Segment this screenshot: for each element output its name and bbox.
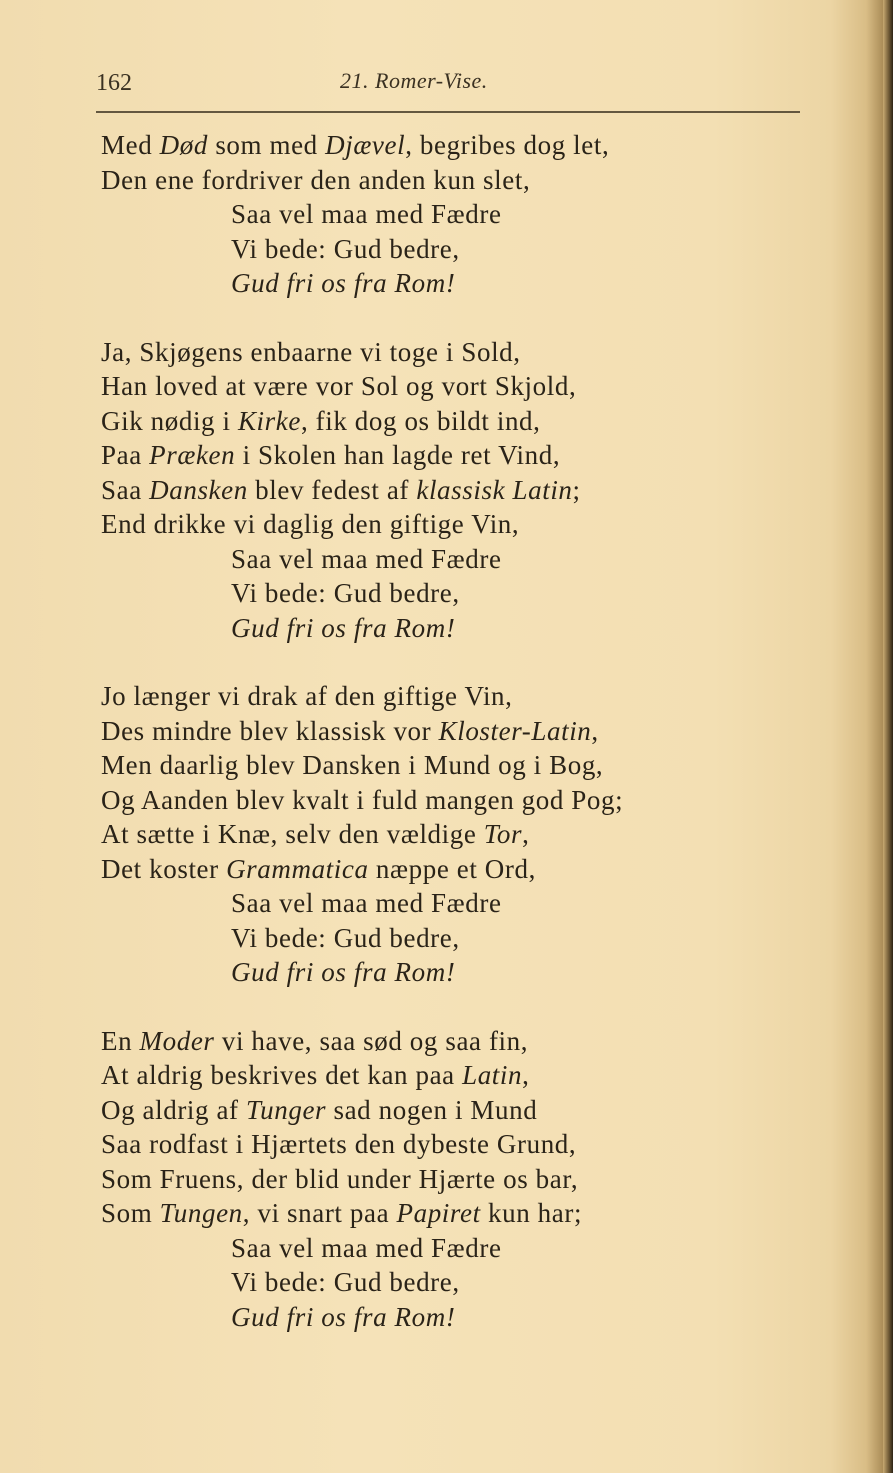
text: Som [101, 1198, 160, 1228]
text: som med [207, 130, 326, 160]
verse-line [101, 404, 861, 439]
text: Som Fruens, der blid under Hjærte os bar, [101, 1163, 579, 1194]
text: sad nogen i Mund [326, 1094, 538, 1125]
italic-text: Latin [462, 1060, 523, 1090]
text: , vi snart paa [242, 1198, 397, 1228]
verse-line [101, 783, 861, 818]
text: Saa vel maa med Fædre [231, 543, 502, 574]
text: End drikke vi daglig den giftige Vin, [101, 509, 520, 539]
verse-line [101, 335, 861, 370]
text: i Skolen han lagde ret Vind, [235, 440, 561, 470]
text: blev fedest af [247, 474, 417, 505]
refrain-line [101, 576, 861, 611]
verse-line [101, 128, 861, 163]
verse-line [101, 369, 861, 404]
refrain-line [101, 1231, 861, 1266]
italic-text: Djævel [325, 130, 406, 160]
text: næppe et Ord, [368, 853, 536, 884]
text: Jo længer vi drak af den giftige Vin, [101, 681, 513, 711]
text: Men daarlig blev Dansken i Mund og i Bog, [101, 750, 604, 780]
italic-text: Moder [139, 1025, 215, 1056]
page-number: 162 [96, 70, 132, 96]
text: Vi bede: Gud bedre, [231, 922, 460, 953]
text: Og Aanden blev kvalt i fuld mangen god Pog; [101, 784, 624, 815]
refrain-line [101, 542, 861, 577]
verse-line [101, 438, 861, 473]
stanza [101, 128, 861, 301]
text: kun har; [480, 1198, 583, 1228]
text: Saa [101, 474, 150, 505]
italic-text: Tor [483, 819, 523, 849]
italic-text: Præken [149, 440, 236, 470]
text: Den ene fordriver den anden kun slet, [101, 164, 531, 195]
text: Vi bede: Gud bedre, [231, 233, 460, 264]
verse-line [101, 852, 861, 887]
text: ; [572, 474, 581, 505]
refrain-line [101, 1265, 861, 1300]
text: At sætte i Knæ, selv den vældige [101, 819, 484, 849]
verse-line [101, 1058, 861, 1093]
text: Des mindre blev klassisk vor [101, 715, 439, 746]
italic-text: Gud fri os fra Rom! [231, 957, 456, 987]
verse-line [101, 507, 861, 542]
refrain-line [101, 886, 861, 921]
italic-text: Kirke [237, 405, 301, 436]
text: Saa vel maa med Fædre [231, 888, 502, 918]
refrain-line [101, 611, 861, 646]
verse-line [101, 163, 861, 198]
text: En [101, 1025, 140, 1056]
verse-line [101, 1093, 861, 1128]
italic-text: Dansken [149, 474, 248, 505]
italic-text: Gud fri os fra Rom! [231, 1301, 456, 1332]
italic-text: Papiret [396, 1198, 481, 1228]
stanza [101, 335, 861, 646]
verse-line [101, 817, 861, 852]
page-header [0, 0, 893, 115]
text: Saa vel maa med Fædre [231, 199, 502, 229]
verse-line [101, 473, 861, 508]
text: , [522, 1060, 530, 1090]
text: , fik dog os bildt ind, [300, 405, 541, 436]
text: , begribes dog let, [405, 130, 610, 160]
verse-line [101, 1162, 861, 1197]
italic-text: Grammatica [226, 853, 369, 884]
refrain-line [101, 921, 861, 956]
text: Med [101, 130, 160, 160]
running-title: 21. Romer-Vise. [340, 68, 488, 93]
text: Saa vel maa med Fædre [231, 1232, 502, 1263]
text: Vi bede: Gud bedre, [231, 578, 460, 608]
text: vi have, saa sød og saa fin, [214, 1025, 529, 1056]
italic-text: Kloster-Latin [438, 715, 592, 746]
text: At aldrig beskrives det kan paa [101, 1060, 463, 1090]
italic-text: klassisk Latin [416, 474, 573, 505]
header-rule [96, 111, 800, 113]
verse-line [101, 714, 861, 749]
italic-text: Tungen [159, 1198, 243, 1228]
page-edge [883, 0, 893, 1473]
verse-line [101, 1127, 861, 1162]
italic-text: Gud fri os fra Rom! [231, 612, 456, 643]
text: Gik nødig i [101, 405, 238, 436]
text: Det koster [101, 853, 227, 884]
text: , [522, 819, 530, 849]
italic-text: Død [159, 130, 208, 160]
italic-text: Gud fri os fra Rom! [231, 268, 456, 298]
refrain-line [101, 1300, 861, 1335]
refrain-line [101, 197, 861, 232]
text: Saa rodfast i Hjærtets den dybeste Grund, [101, 1129, 577, 1159]
poem-body [101, 128, 861, 1368]
refrain-line [101, 955, 861, 990]
stanza [101, 679, 861, 990]
stanza [101, 1024, 861, 1335]
text: Ja, Skjøgens enbaarne vi toge i Sold, [101, 336, 521, 367]
text: Vi bede: Gud bedre, [231, 1267, 460, 1297]
verse-line [101, 1196, 861, 1231]
verse-line [101, 679, 861, 714]
text: Han loved at være vor Sol og vort Skjold, [101, 371, 577, 401]
text: Og aldrig af [101, 1094, 247, 1125]
text: Paa [101, 440, 150, 470]
text: , [591, 715, 599, 746]
verse-line [101, 748, 861, 783]
refrain-line [101, 232, 861, 267]
italic-text: Tunger [246, 1094, 327, 1125]
verse-line [101, 1024, 861, 1059]
refrain-line [101, 266, 861, 301]
